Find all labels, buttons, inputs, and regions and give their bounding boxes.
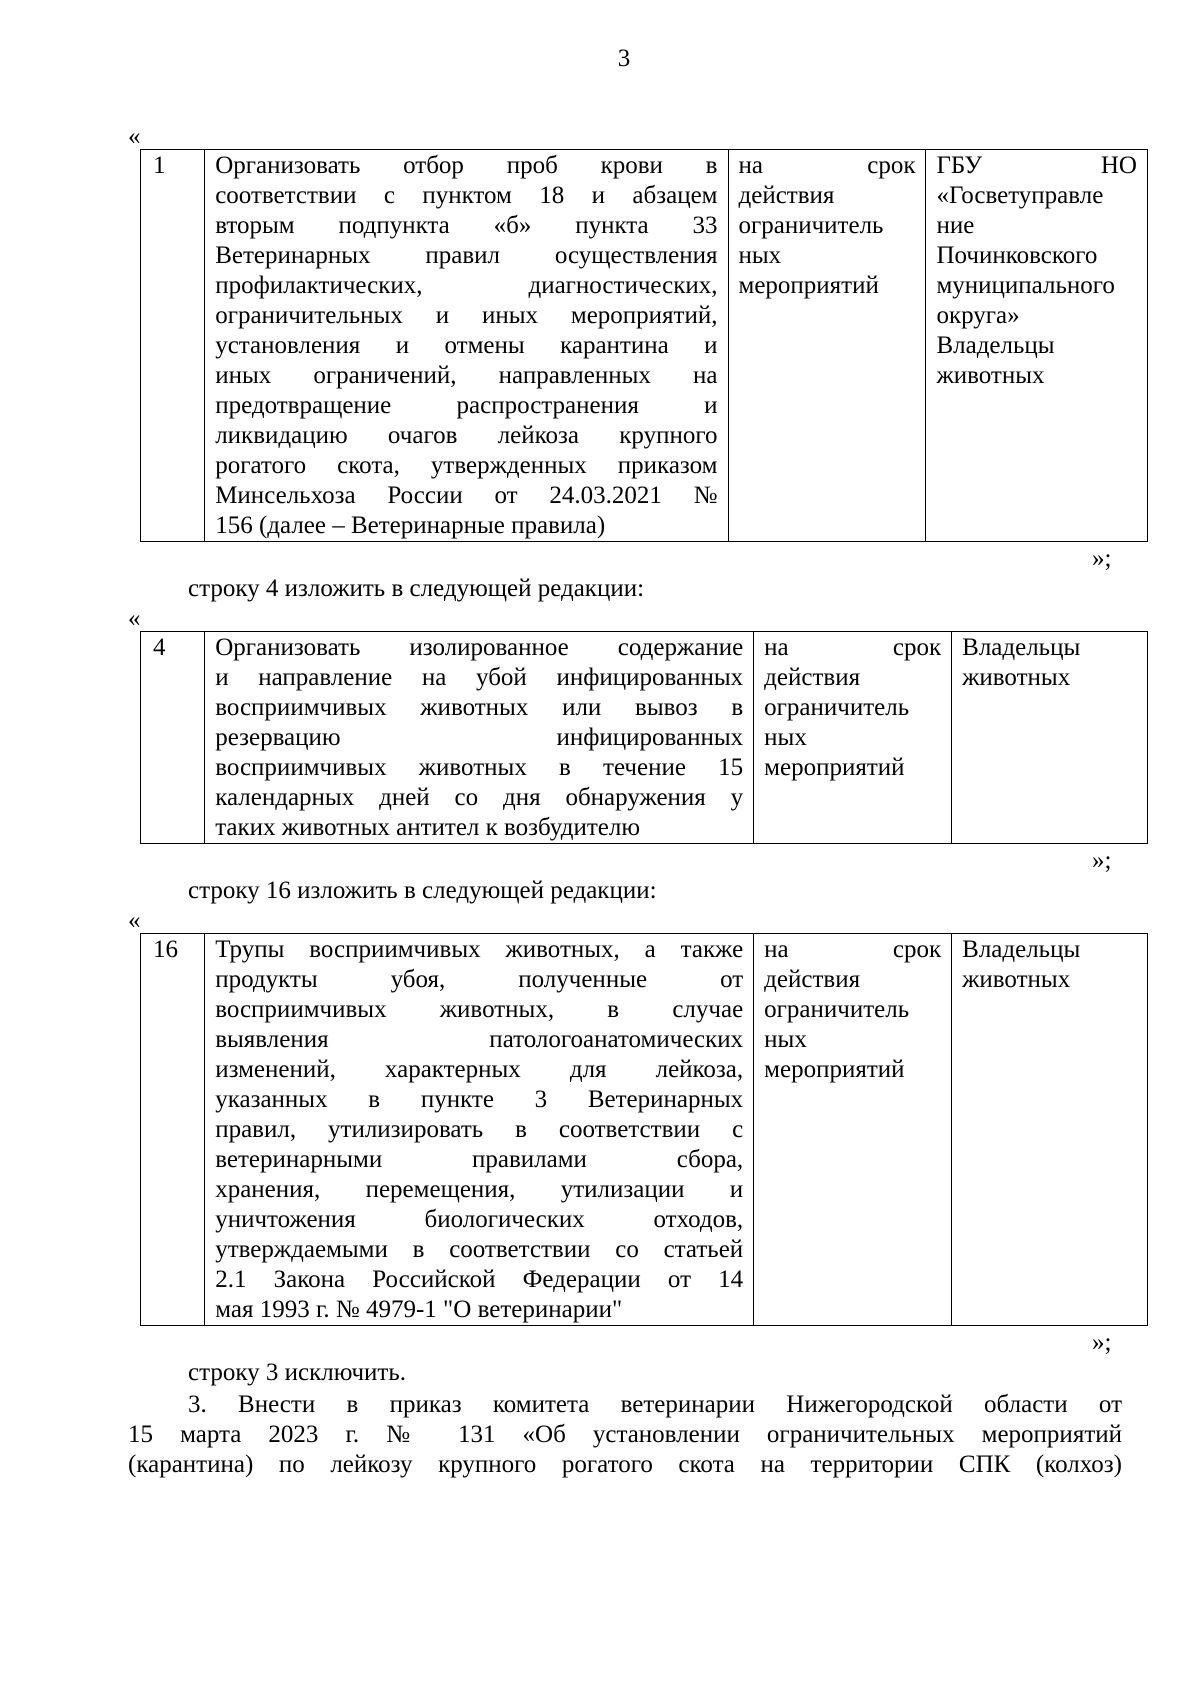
text-line: восприимчивых животных или вывоз в (215, 694, 744, 721)
text-line: ных (764, 1026, 807, 1053)
text-line: ликвидацию очагов лейкоза крупного (215, 422, 718, 449)
text-line: муниципального (936, 272, 1115, 299)
instruction-row-3: строку 3 исключить. (188, 1359, 406, 1386)
text-line: на срок (764, 634, 942, 661)
text-line: правил, утилизировать в соответствии с (215, 1116, 744, 1143)
text-line: восприимчивых животных, в случае (215, 996, 744, 1023)
text-line: животных (962, 966, 1071, 993)
term-cell (754, 934, 952, 1326)
text-line: таких животных антител к возбудителю (215, 814, 641, 841)
table-row (141, 150, 1148, 542)
text-line: ограничитель (764, 694, 910, 721)
text-line: (карантина) по лейкозу крупного рогатого скота на территории СПК (колхоз) (128, 1451, 1122, 1478)
responsible-cell (952, 934, 1148, 1326)
amendment-table-row-4 (140, 631, 1148, 844)
text-line: вторым подпункта «б» пункта 33 (215, 212, 718, 239)
text-line: ных (764, 724, 807, 751)
text-line: действия (764, 664, 861, 691)
text-line: Трупы восприимчивых животных, а также (215, 936, 744, 963)
instruction-row-16: строку 16 изложить в следующей редакции: (188, 877, 657, 904)
text-line: мероприятий (764, 754, 905, 781)
measure-text-cell (205, 934, 754, 1326)
table-row (141, 934, 1148, 1326)
text-line: уничтожения биологических отходов, (215, 1206, 744, 1233)
text-line: 3. Внести в приказ комитета ветеринарии Нижегородской области от (188, 1391, 1122, 1418)
text-line: животных (962, 664, 1071, 691)
text-line: Владельцы (962, 936, 1081, 963)
text-line: Ветеринарных правил осуществления (215, 242, 718, 269)
text-line: выявления патологоанатомических (215, 1026, 744, 1053)
table-row (141, 632, 1148, 844)
paragraph-3 (128, 1390, 1122, 1480)
instruction-row-4: строку 4 изложить в следующей редакции: (188, 575, 645, 602)
responsible-cell (952, 632, 1148, 844)
text-line: действия (764, 966, 861, 993)
text-line: на срок (764, 936, 942, 963)
opening-quote: « (128, 907, 141, 934)
text-line: ГБУ НО (936, 152, 1137, 179)
text-line: рогатого скота, утвержденных приказом (215, 452, 718, 479)
row-number: 16 (141, 934, 205, 1326)
text-line: 15 марта 2023 г. № 131 «Об установлении ограничительных мероприятий (128, 1421, 1122, 1448)
row-number: 4 (141, 632, 205, 844)
measure-text-cell (205, 632, 754, 844)
closing-quote: »; (1092, 545, 1112, 572)
text-line: 156 (далее – Ветеринарные правила) (215, 512, 606, 539)
text-line: соответствии с пунктом 18 и абзацем (215, 182, 718, 209)
text-line: изменений, характерных для лейкоза, (215, 1056, 744, 1083)
responsible-cell (926, 150, 1148, 542)
measure-text-cell (205, 150, 728, 542)
text-line: предотвращение распространения и (215, 392, 718, 419)
closing-quote: »; (1092, 1329, 1112, 1356)
text-line: Владельцы (962, 634, 1081, 661)
text-line: округа» (936, 302, 1020, 329)
text-line: ных (738, 242, 782, 269)
text-line: календарных дней со дня обнаружения у (215, 784, 744, 811)
text-line: Организовать изолированное содержание (215, 634, 744, 661)
text-line: установления и отмены карантина и (215, 332, 718, 359)
text-line: хранения, перемещения, утилизации и (215, 1176, 744, 1203)
text-line: мероприятий (738, 272, 879, 299)
text-line: указанных в пункте 3 Ветеринарных (215, 1086, 744, 1113)
text-line: утверждаемыми в соответствии со статьей (215, 1236, 744, 1263)
text-line: Починковского (936, 242, 1098, 269)
text-line: мая 1993 г. № 4979-1 "О ветеринарии" (215, 1296, 623, 1323)
opening-quote: « (128, 605, 141, 632)
term-cell (728, 150, 926, 542)
text-line: мероприятий (764, 1056, 905, 1083)
text-line: ограничитель (738, 212, 884, 239)
text-line: «Госветуправле (936, 182, 1104, 209)
text-line: продукты убоя, полученные от (215, 966, 744, 993)
term-cell (754, 632, 952, 844)
text-line: ние (936, 212, 975, 239)
text-line: животных (936, 362, 1045, 389)
text-line: восприимчивых животных в течение 15 (215, 754, 744, 781)
text-line: ветеринарными правилами сбора, (215, 1146, 744, 1173)
text-line: ограничительных и иных мероприятий, (215, 302, 718, 329)
text-line: и направление на убой инфицированных (215, 664, 744, 691)
opening-quote: « (128, 123, 141, 150)
text-line: на срок (738, 152, 916, 179)
text-line: ограничитель (764, 996, 910, 1023)
row-number: 1 (141, 150, 205, 542)
text-line: резервацию инфицированных (215, 724, 744, 751)
text-line: 2.1 Закона Российской Федерации от 14 (215, 1266, 744, 1293)
text-line: действия (738, 182, 835, 209)
text-line: Организовать отбор проб крови в (215, 152, 718, 179)
text-line: профилактических, диагностических, (215, 272, 718, 299)
amendment-table-row-1 (140, 149, 1148, 542)
amendment-table-row-16 (140, 933, 1148, 1326)
closing-quote: »; (1092, 847, 1112, 874)
text-line: Владельцы (936, 332, 1055, 359)
text-line: иных ограничений, направленных на (215, 362, 718, 389)
page-number: 3 (617, 45, 631, 72)
text-line: Минсельхоза России от 24.03.2021 № (215, 482, 718, 509)
